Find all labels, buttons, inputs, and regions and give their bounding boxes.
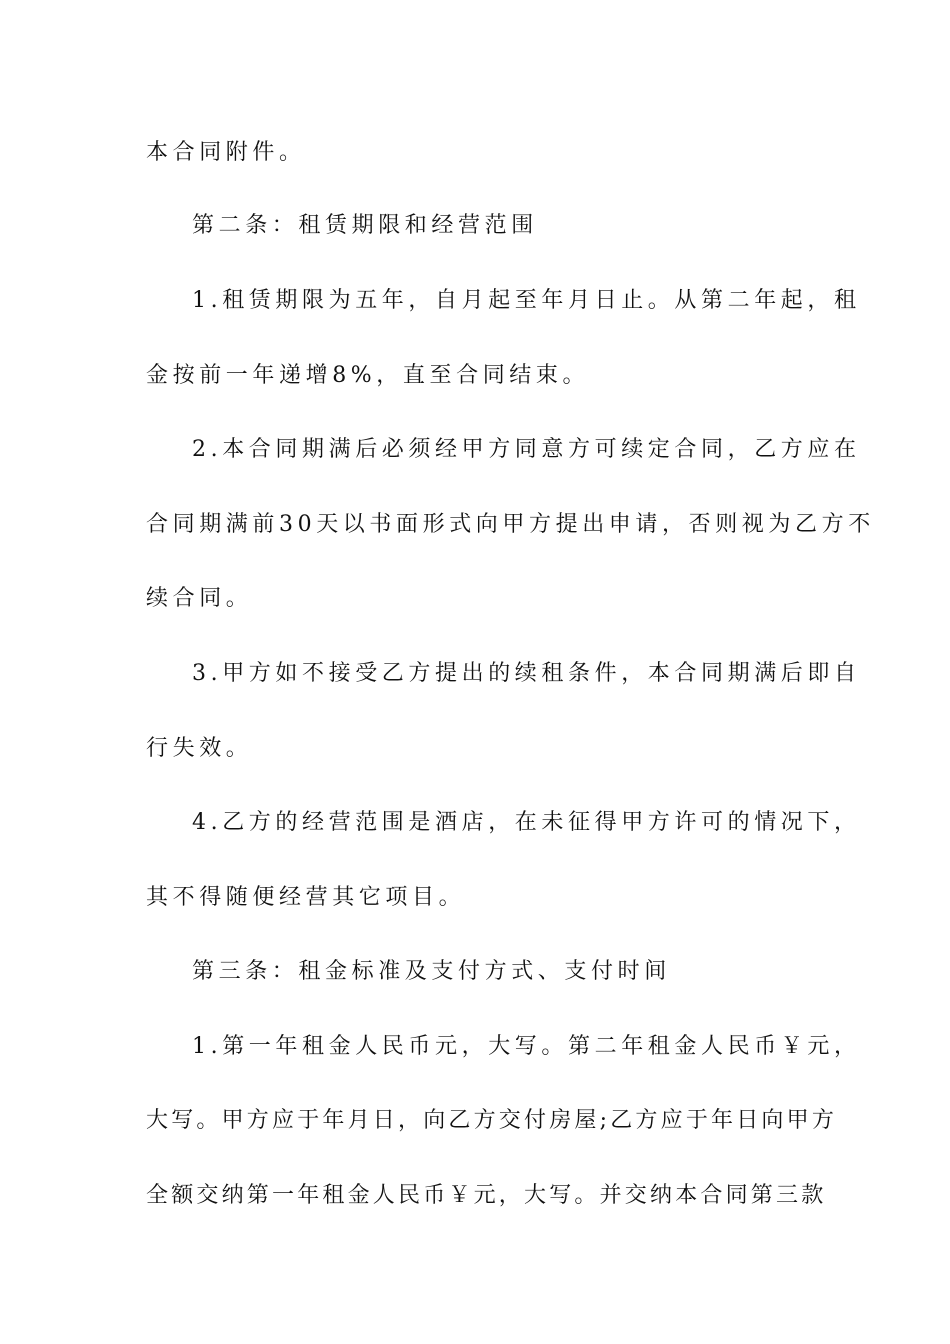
clause-2-1-line-2: 金按前一年递增8%，直至合同结束。: [146, 363, 590, 388]
clause-3-1-line-1: 1.第一年租金人民币元，大写。第二年租金人民币￥元，: [192, 1034, 861, 1059]
article-3-heading: 第三条：租金标准及支付方式、支付时间: [192, 959, 671, 984]
clause-2-2-line-3: 续合同。: [146, 586, 253, 611]
clause-3-1-line-3: 全额交纳第一年租金人民币￥元，大写。并交纳本合同第三款: [146, 1183, 827, 1208]
article-2-heading: 第二条：租赁期限和经营范围: [192, 213, 538, 238]
text-line-attachment: 本合同附件。: [146, 140, 306, 165]
clause-2-2-line-2: 合同期满前30天以书面形式向甲方提出申请，否则视为乙方不: [146, 512, 875, 537]
clause-3-1-line-2: 大写。甲方应于年月日，向乙方交付房屋;乙方应于年日向甲方: [146, 1108, 838, 1133]
clause-2-1-line-1: 1.租赁期限为五年，自月起至年月日止。从第二年起，租: [192, 288, 861, 313]
clause-2-4-line-1: 4.乙方的经营范围是酒店，在未征得甲方许可的情况下，: [192, 810, 861, 835]
clause-2-4-line-2: 其不得随便经营其它项目。: [146, 885, 466, 910]
clause-2-3-line-2: 行失效。: [146, 736, 253, 761]
clause-2-2-line-1: 2.本合同期满后必须经甲方同意方可续定合同，乙方应在: [192, 437, 861, 462]
clause-2-3-line-1: 3.甲方如不接受乙方提出的续租条件，本合同期满后即自: [192, 661, 861, 686]
